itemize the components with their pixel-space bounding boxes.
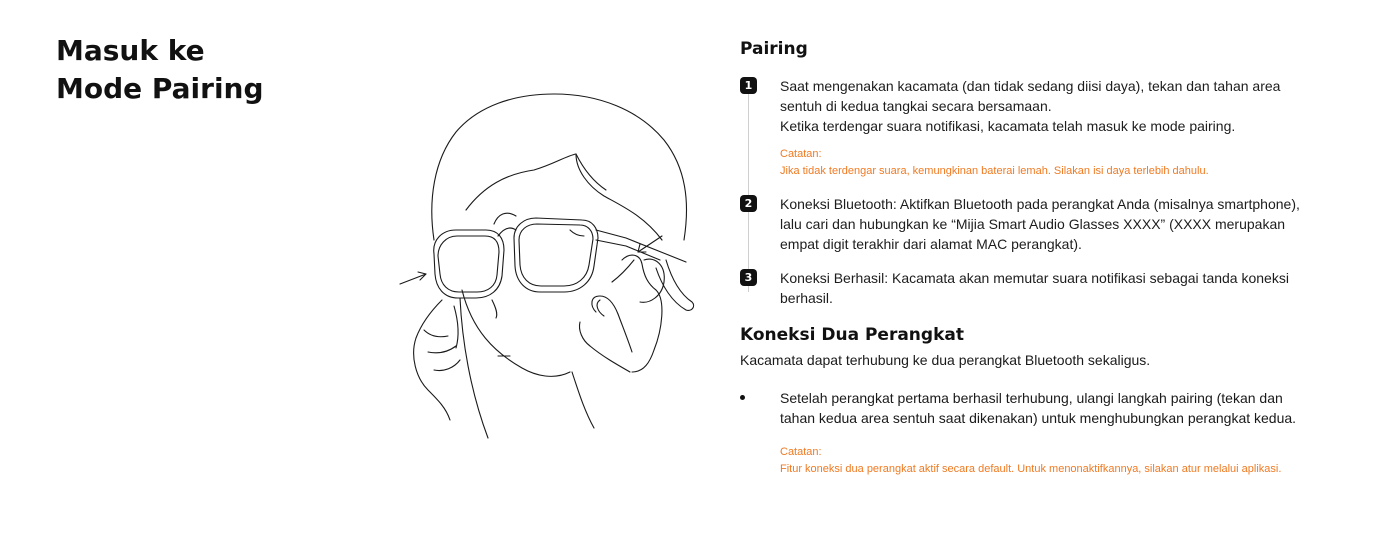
instructions-panel	[740, 36, 1300, 478]
note-text: Fitur koneksi dua perangkat aktif secara default. Untuk menonaktifkannya, silakan atur melalui aplikasi.	[780, 463, 1282, 475]
pairing-step-2	[740, 194, 1300, 254]
page-title	[56, 32, 264, 108]
page-title-line-2: Mode Pairing	[56, 72, 264, 105]
step-number-badge: 3	[740, 269, 757, 286]
pairing-step-3	[740, 268, 1300, 308]
note-label: Catatan:	[780, 446, 822, 458]
step-1-note	[780, 146, 1300, 180]
bullet-text: Setelah perangkat pertama berhasil terhubung, ulangi langkah pairing (tekan dan tahan kedua area sentuh saat dikenakan) untuk menghubungkan perangkat kedua.	[780, 390, 1297, 426]
bullet-dot-icon	[740, 395, 745, 400]
step-1-text-followup: Ketika terdengar suara notifikasi, kacamata telah masuk ke mode pairing.	[780, 118, 1236, 134]
dual-connection-bullet	[740, 388, 1300, 428]
dual-connection-intro: Kacamata dapat terhubung ke dua perangkat Bluetooth sekaligus.	[740, 352, 1151, 368]
step-number-badge: 2	[740, 195, 757, 212]
pairing-illustration	[394, 90, 704, 455]
page-title-line-1: Masuk ke	[56, 34, 205, 67]
step-2-text: Koneksi Bluetooth: Aktifkan Bluetooth pada perangkat Anda (misalnya smartphone), lalu cari dan hubungkan ke “Mijia Smart Audio Glasses XXXX” (XXXX merupakan empat digit terakhir dari alamat MAC perangkat).	[780, 196, 1300, 252]
note-text: Jika tidak terdengar suara, kemungkinan baterai lemah. Silakan isi daya terlebih dahulu.	[780, 165, 1209, 177]
step-number-badge: 1	[740, 77, 757, 94]
pairing-step-1	[740, 76, 1300, 180]
step-1-text: Saat mengenakan kacamata (dan tidak sedang diisi daya), tekan dan tahan area sentuh di kedua tangkai secara bersamaan.	[780, 78, 1281, 114]
dual-connection-note	[740, 444, 1300, 478]
person-wearing-smart-glasses-icon	[394, 90, 704, 450]
note-label: Catatan:	[780, 148, 822, 160]
step-3-text: Koneksi Berhasil: Kacamata akan memutar suara notifikasi sebagai tanda koneksi berhasil.	[780, 270, 1289, 306]
dual-connection-heading: Koneksi Dua Perangkat	[740, 325, 964, 345]
pairing-heading: Pairing	[740, 39, 808, 59]
pairing-steps	[740, 76, 1300, 308]
